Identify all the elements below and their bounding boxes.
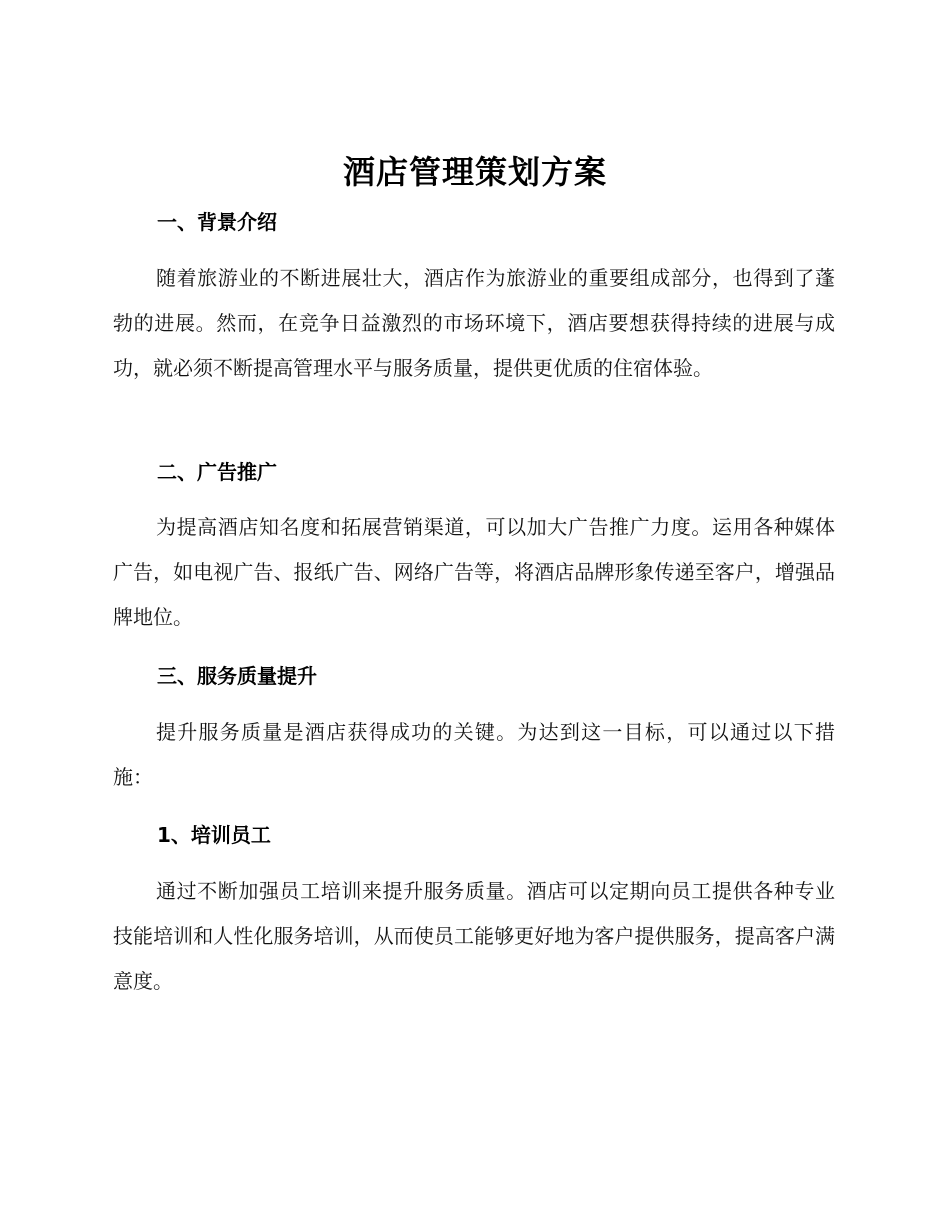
section-heading-background: 一、背景介绍 [157, 210, 277, 234]
section-paragraph-background: 随着旅游业的不断进展壮大，酒店作为旅游业的重要组成部分，也得到了蓬勃的进展。然而，在竞争日益激烈的市场环境下，酒店要想获得持续的进展与成功，就必须不断提高管理水平与服务质量，提供更优质的住宿体验。 [113, 266, 835, 380]
section-paragraph-service-quality: 提升服务质量是酒店获得成功的关键。为达到这一目标，可以通过以下措施： [113, 720, 835, 789]
section-heading-advertising: 二、广告推广 [157, 460, 277, 484]
section-paragraph-advertising: 为提高酒店知名度和拓展营销渠道，可以加大广告推广力度。运用各种媒体广告，如电视广告、报纸广告、网络广告等，将酒店品牌形象传递至客户，增强品牌地位。 [113, 515, 835, 629]
section-heading-service-quality: 三、服务质量提升 [157, 664, 317, 688]
section-paragraph-staff-training: 通过不断加强员工培训来提升服务质量。酒店可以定期向员工提供各种专业技能培训和人性化服务培训，从而使员工能够更好地为客户提供服务，提高客户满意度。 [113, 879, 835, 993]
document-title: 酒店管理策划方案 [342, 153, 607, 191]
section-heading-staff-training: 1、培训员工 [157, 823, 271, 847]
